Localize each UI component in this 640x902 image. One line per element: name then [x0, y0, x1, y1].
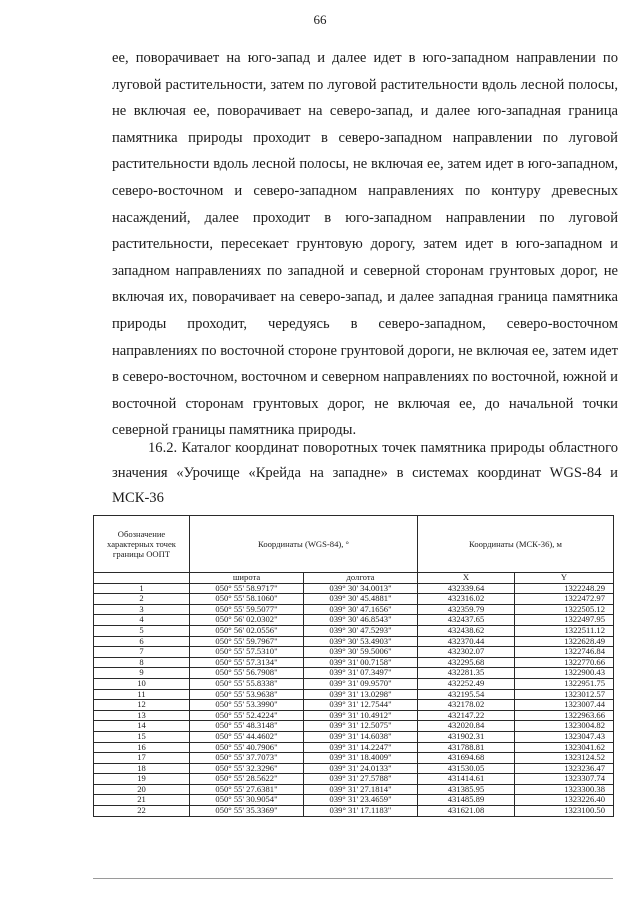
- table-row: [94, 625, 614, 636]
- latitude-cell: 050° 55' 44.4602": [190, 731, 304, 742]
- y-cell: 1322900.43: [515, 668, 614, 679]
- latitude-cell: 050° 55' 48.3148": [190, 721, 304, 732]
- latitude-cell: 050° 55' 27.6381": [190, 784, 304, 795]
- latitude-cell: 050° 55' 37.7073": [190, 753, 304, 764]
- x-cell: 432281.35: [418, 668, 515, 679]
- y-cell: 1323100.50: [515, 806, 614, 817]
- longitude-cell: 039° 30' 59.5006": [304, 647, 418, 658]
- x-cell: 432359.79: [418, 604, 515, 615]
- latitude-cell: 050° 55' 53.9638": [190, 689, 304, 700]
- y-cell: 1322951.75: [515, 678, 614, 689]
- page-bottom-rule: [93, 878, 613, 879]
- header-longitude: долгота: [304, 573, 418, 584]
- table-row: [94, 763, 614, 774]
- table-row: [94, 636, 614, 647]
- table-row: [94, 774, 614, 785]
- latitude-cell: 050° 56' 02.0302": [190, 615, 304, 626]
- table-body: [94, 583, 614, 816]
- table-row: [94, 583, 614, 594]
- x-cell: 432295.68: [418, 657, 515, 668]
- x-cell: 432252.49: [418, 678, 515, 689]
- y-cell: 1323004.82: [515, 721, 614, 732]
- y-cell: 1322505.12: [515, 604, 614, 615]
- y-cell: 1323236.47: [515, 763, 614, 774]
- point-number: 14: [94, 721, 190, 732]
- x-cell: 432195.54: [418, 689, 515, 700]
- y-cell: 1323047.43: [515, 731, 614, 742]
- point-number: 11: [94, 689, 190, 700]
- longitude-cell: 039° 31' 27.1814": [304, 784, 418, 795]
- point-number: 18: [94, 763, 190, 774]
- latitude-cell: 050° 55' 40.7906": [190, 742, 304, 753]
- point-number: 16: [94, 742, 190, 753]
- longitude-cell: 039° 30' 45.4881": [304, 594, 418, 605]
- coordinates-table: [93, 515, 614, 817]
- longitude-cell: 039° 30' 34.0013": [304, 583, 418, 594]
- x-cell: 432438.62: [418, 625, 515, 636]
- latitude-cell: 050° 55' 56.7908": [190, 668, 304, 679]
- point-number: 2: [94, 594, 190, 605]
- point-number: 12: [94, 700, 190, 711]
- latitude-cell: 050° 55' 57.3134": [190, 657, 304, 668]
- table-row: [94, 604, 614, 615]
- longitude-cell: 039° 30' 47.5293": [304, 625, 418, 636]
- header-msk: Координаты (МСК-36), м: [418, 516, 614, 573]
- table-row: [94, 594, 614, 605]
- latitude-cell: 050° 55' 57.5310": [190, 647, 304, 658]
- x-cell: 432178.02: [418, 700, 515, 711]
- y-cell: 1322746.84: [515, 647, 614, 658]
- y-cell: 1323041.62: [515, 742, 614, 753]
- longitude-cell: 039° 31' 13.0298": [304, 689, 418, 700]
- x-cell: 432147.22: [418, 710, 515, 721]
- section-heading: [112, 436, 618, 511]
- y-cell: 1322963.66: [515, 710, 614, 721]
- longitude-cell: 039° 30' 47.1656": [304, 604, 418, 615]
- latitude-cell: 050° 55' 55.8338": [190, 678, 304, 689]
- point-number: 5: [94, 625, 190, 636]
- point-number: 7: [94, 647, 190, 658]
- latitude-cell: 050° 56' 02.0556": [190, 625, 304, 636]
- header-point: Обозначение характерных точек границы ООПТ: [94, 516, 190, 573]
- body-paragraph: [112, 45, 618, 444]
- table-row: [94, 657, 614, 668]
- y-cell: 1323300.38: [515, 784, 614, 795]
- table-row: [94, 742, 614, 753]
- point-number: 1: [94, 583, 190, 594]
- latitude-cell: 050° 55' 58.9717": [190, 583, 304, 594]
- point-number: 19: [94, 774, 190, 785]
- point-number: 4: [94, 615, 190, 626]
- x-cell: 431414.61: [418, 774, 515, 785]
- section-number: 16.2.: [148, 440, 178, 456]
- x-cell: 432302.07: [418, 647, 515, 658]
- point-number: 8: [94, 657, 190, 668]
- point-number: 9: [94, 668, 190, 679]
- table-row: [94, 689, 614, 700]
- point-number: 15: [94, 731, 190, 742]
- longitude-cell: 039° 31' 27.5788": [304, 774, 418, 785]
- table-row: [94, 806, 614, 817]
- table-row: [94, 700, 614, 711]
- longitude-cell: 039° 31' 24.0133": [304, 763, 418, 774]
- page-number: 66: [313, 12, 327, 27]
- point-number: 3: [94, 604, 190, 615]
- y-cell: 1323226.40: [515, 795, 614, 806]
- latitude-cell: 050° 55' 59.5077": [190, 604, 304, 615]
- y-cell: 1322472.97: [515, 594, 614, 605]
- x-cell: 431485.89: [418, 795, 515, 806]
- x-cell: 431788.81: [418, 742, 515, 753]
- point-number: 21: [94, 795, 190, 806]
- header-y: Y: [515, 573, 614, 584]
- table-row: [94, 678, 614, 689]
- x-cell: 431385.95: [418, 784, 515, 795]
- x-cell: 431621.08: [418, 806, 515, 817]
- body-paragraph-text: ее, поворачивает на юго-запад и далее идет в юго-западном направлении по луговой растительности, затем по луговой растительности вдоль лесной полосы, не включая ее, поворачивает на северо-запад, и далее юго-западная граница памятника природы проходит в северо-западном направлении по луговой растительности вдоль лесной полосы, не включая ее, затем идет в юго-западном, северо-восточном и северо-западном направлениях по контуру древесных насаждений, далее проходит в юго-западном направлении по луговой растительности, пересекает грунтовую дорогу, затем идет в юго-западном и западном направлениях по западной и северной сторонам грунтовых дорог, не включая их, поворачивает на северо-запад, и далее западная граница памятника природы проходит, чередуясь в северо-западном, северо-восточном направлениях по восточной стороне грунтовой дороги, не включая ее, затем идет в северо-восточном, восточном и северном направлениях по восточной, южной и восточной сторонам грунтовых дорог, не включая ее, до начальной точки северной границы памятника природы.: [112, 50, 618, 439]
- table-row: [94, 784, 614, 795]
- latitude-cell: 050° 55' 52.4224": [190, 710, 304, 721]
- y-cell: 1323307.74: [515, 774, 614, 785]
- x-cell: 431902.31: [418, 731, 515, 742]
- x-cell: 432316.02: [418, 594, 515, 605]
- x-cell: 431530.05: [418, 763, 515, 774]
- longitude-cell: 039° 30' 46.8543": [304, 615, 418, 626]
- longitude-cell: 039° 31' 10.4912": [304, 710, 418, 721]
- longitude-cell: 039° 31' 18.4009": [304, 753, 418, 764]
- x-cell: 432020.84: [418, 721, 515, 732]
- longitude-cell: 039° 31' 00.7158": [304, 657, 418, 668]
- header-wgs: Координаты (WGS-84), °: [190, 516, 418, 573]
- x-cell: 431694.68: [418, 753, 515, 764]
- longitude-cell: 039° 31' 09.9570": [304, 678, 418, 689]
- point-number: 6: [94, 636, 190, 647]
- table-row: [94, 615, 614, 626]
- y-cell: 1323007.44: [515, 700, 614, 711]
- table-row: [94, 710, 614, 721]
- longitude-cell: 039° 31' 14.6038": [304, 731, 418, 742]
- longitude-cell: 039° 31' 14.2247": [304, 742, 418, 753]
- longitude-cell: 039° 31' 17.1183": [304, 806, 418, 817]
- table-row: [94, 753, 614, 764]
- longitude-cell: 039° 31' 12.7544": [304, 700, 418, 711]
- y-cell: 1322248.29: [515, 583, 614, 594]
- table-row: [94, 668, 614, 679]
- y-cell: 1322511.12: [515, 625, 614, 636]
- latitude-cell: 050° 55' 58.1060": [190, 594, 304, 605]
- point-number: 20: [94, 784, 190, 795]
- point-number: 17: [94, 753, 190, 764]
- longitude-cell: 039° 31' 12.5075": [304, 721, 418, 732]
- header-x: X: [418, 573, 515, 584]
- table-row: [94, 647, 614, 658]
- point-number: 10: [94, 678, 190, 689]
- point-number: 22: [94, 806, 190, 817]
- y-cell: 1323012.57: [515, 689, 614, 700]
- point-number: 13: [94, 710, 190, 721]
- header-latitude: широта: [190, 573, 304, 584]
- x-cell: 432370.44: [418, 636, 515, 647]
- y-cell: 1322770.66: [515, 657, 614, 668]
- y-cell: 1322628.49: [515, 636, 614, 647]
- table-row: [94, 731, 614, 742]
- latitude-cell: 050° 55' 35.3369": [190, 806, 304, 817]
- x-cell: 432437.65: [418, 615, 515, 626]
- y-cell: 1322497.95: [515, 615, 614, 626]
- latitude-cell: 050° 55' 53.3990": [190, 700, 304, 711]
- latitude-cell: 050° 55' 32.3296": [190, 763, 304, 774]
- y-cell: 1323124.52: [515, 753, 614, 764]
- longitude-cell: 039° 31' 07.3497": [304, 668, 418, 679]
- table-row: [94, 721, 614, 732]
- latitude-cell: 050° 55' 28.5622": [190, 774, 304, 785]
- x-cell: 432339.64: [418, 583, 515, 594]
- longitude-cell: 039° 31' 23.4659": [304, 795, 418, 806]
- table-row: [94, 795, 614, 806]
- header-point-blank: [94, 573, 190, 584]
- section-title: Каталог координат поворотных точек памятника природы областного значения «Урочище «Крейда на западне» в системах координат WGS-84 и МСК-36: [112, 440, 618, 506]
- latitude-cell: 050° 55' 59.7967": [190, 636, 304, 647]
- longitude-cell: 039° 30' 53.4903": [304, 636, 418, 647]
- latitude-cell: 050° 55' 30.9054": [190, 795, 304, 806]
